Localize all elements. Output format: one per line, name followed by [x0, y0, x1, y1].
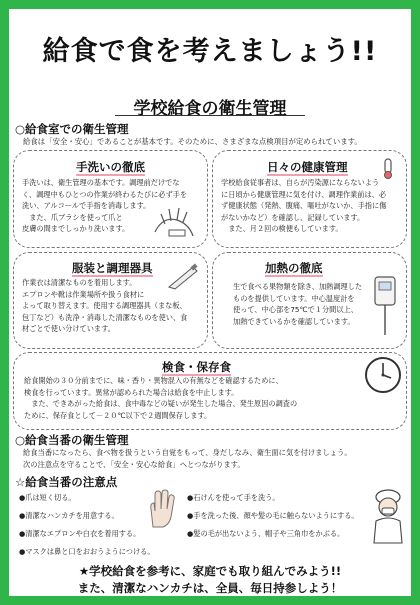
note-item: ●髪の毛が出ないよう、帽子や三角巾をかぶる。 [187, 529, 345, 538]
footer-line-1: ★学校給食を参考に、家庭でも取り組んでみよう!! [78, 564, 342, 578]
subtitle-underline [115, 115, 305, 116]
hand-icon [145, 489, 179, 529]
box-text-uniform: 作業衣は清潔なものを着用します。 エプロンや靴は作業場所や扱う食材に よって取り替えます。使用する調理器具（まな板、 包丁など）も洗浄・消毒した清潔なものを使い、食 材ごとで使い分けています。 [22, 278, 188, 334]
box-title-uniform: 服装と調理器具 [72, 261, 153, 275]
section-heading-kitchen: ○給食室での衛生管理 [15, 122, 129, 136]
section-heading-duty: ○給食当番の衛生管理 [15, 433, 129, 447]
note-item: ●爪は短く切る。 [19, 493, 76, 502]
thermometer-icon [377, 157, 399, 179]
probe-thermometer-icon [373, 275, 397, 337]
footer-line-2: また、清潔なハンカチは、全員、毎日持参しよう！ [77, 581, 343, 595]
box-title-handwash: 手洗いの徹底 [76, 160, 145, 174]
note-item: ●マスクは鼻と口をおおうようにつける。 [19, 547, 155, 556]
box-inspection [13, 352, 407, 430]
note-item: ●手を洗った後、顔や髪の毛に触らないようにする。 [187, 511, 359, 520]
note-item: ●石けんを使って手を洗う。 [187, 493, 280, 502]
box-title-health: 日々の健康管理 [267, 160, 348, 174]
box-title-inspection: 検食・保存食 [162, 360, 231, 374]
notes-heading: ☆給食当番の注意点 [15, 475, 118, 489]
page-title: 給食で食を考えましょう!! [42, 36, 378, 67]
box-title-heating: 加熱の徹底 [265, 261, 323, 275]
section-intro: 給食は「安全・安心」であることが基本です。そのために、さまざまな点検項目が定められています。 [23, 137, 362, 146]
box-text-inspection: 給食開始の３０分前までに、味・香り・異物混入の有無などを確認するために、 検食を行っています。異常が認められた場合は給食を中止します。 また、できあがった給食は、食中毒などの疑いが発生した場合、発生原因の調査の ために、保存食として－２０℃以下で２週間保存します。 [24, 376, 298, 420]
box-text-heating: 生で食べる果物類を除き、加熱調理した ものを提供しています。中心温度計を 使って、中心部を75℃で１分間以上、 加熱できているかを確認しています。 [233, 282, 363, 326]
section-duty-body: 給食当番になったら、食べ物を扱うという自覚をもって、身だしなみ、衛生面に気を付けましょう。 次の注意点を守ることで、「安全・安心な給食」へとつながります。 [23, 448, 352, 469]
lunch-duty-child-icon [369, 487, 407, 545]
box-text-handwash: 手洗いは、衛生管理の基本です。調理前だけでな く、調理中もひとつの作業が終わるたびに必ず手を 洗い、アルコールで手指を消毒します。 また、爪ブラシを使って爪と 皮膚の間までしっかり洗います。 [22, 178, 188, 234]
box-text-health: 学校給食従事者は、自らが汚染源にならないよう に日頃から健康管理に気を付け、調理作業前は、必 ず健康状態（発熱、腹痛、嘔吐がないか、手指に傷 がないかなど）を確認し、記録しています。 また、月２回の検便もしています。 [221, 178, 387, 234]
page-subtitle: 学校給食の衛生管理 [133, 99, 287, 119]
note-item: ●清潔なハンカチを用意する。 [19, 511, 119, 520]
note-item: ●清潔なエプロンや白衣を着用する。 [19, 529, 141, 538]
kitchen-knife-icon [167, 263, 201, 291]
hand-brush-icon [149, 202, 199, 242]
clock-icon [363, 355, 403, 395]
